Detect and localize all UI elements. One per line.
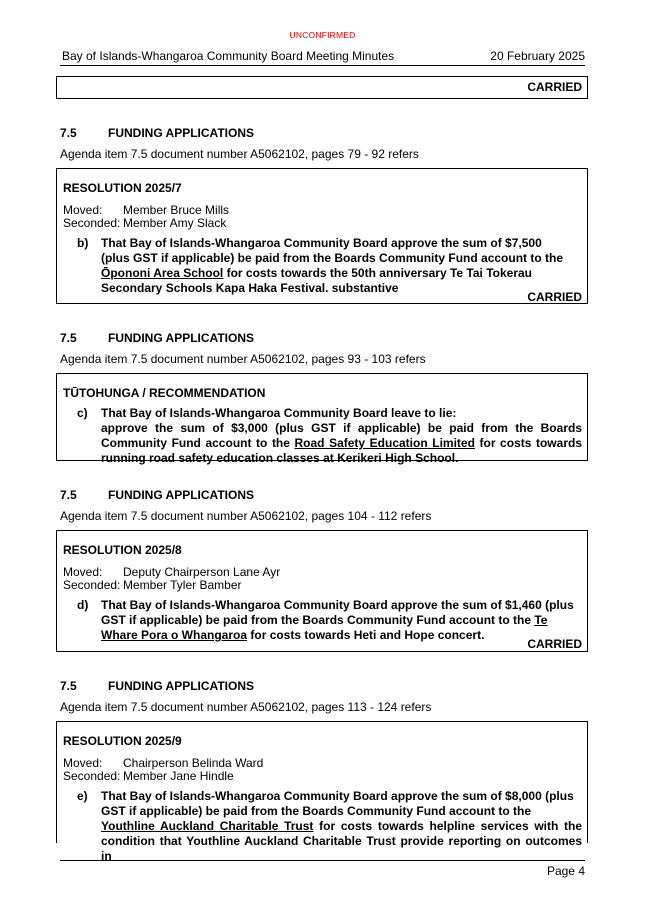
item-letter: e): [77, 789, 88, 803]
item-line: That Bay of Islands-Whangaroa Community Board approve the sum of $1,460 (plus: [101, 598, 574, 612]
seconded-name: Member Tyler Bamber: [123, 578, 242, 592]
moved-line: [63, 203, 229, 217]
organisation-name: Youthline Auckland Charitable Trust: [101, 819, 314, 833]
organisation-name: Road Safety Education Limited: [294, 436, 475, 450]
section-number: 7.5: [60, 331, 77, 345]
item-line: Whare Pora o Whangaroa for costs towards Heti and Hope concert.: [101, 628, 485, 642]
seconded-label: Seconded:: [63, 216, 121, 230]
section-title: FUNDING APPLICATIONS: [108, 488, 254, 502]
item-line: GST if applicable) be paid from the Boards Community Fund account to the Te: [101, 613, 548, 627]
continued-resolution-box: [56, 76, 588, 99]
recommendation-title: TŪTOHUNGA / RECOMMENDATION: [63, 386, 266, 400]
seconded-line: [63, 769, 234, 783]
section-title: FUNDING APPLICATIONS: [108, 331, 254, 345]
resolution-box: [56, 530, 588, 652]
moved-label: Moved:: [63, 565, 103, 579]
seconded-line: [63, 578, 241, 592]
resolution-title: RESOLUTION 2025/7: [63, 181, 182, 195]
resolution-item: [77, 236, 582, 296]
unconfirmed-label: UNCONFIRMED: [289, 30, 356, 40]
resolution-title: RESOLUTION 2025/9: [63, 734, 182, 748]
agenda-reference: Agenda item 7.5 document number A5062102, pages 113 - 124 refers: [60, 700, 432, 714]
section-title: FUNDING APPLICATIONS: [108, 126, 254, 140]
section-number: 7.5: [60, 488, 77, 502]
organisation-name: Whare Pora o Whangaroa: [101, 628, 248, 642]
section-heading: [60, 488, 254, 502]
item-line: That Bay of Islands-Whangaroa Community Board leave to lie:: [101, 406, 457, 420]
item-line: condition that Youthline Auckland Charitable Trust provide reporting on outcomes in: [101, 834, 582, 863]
resolution-item: [77, 789, 582, 864]
resolution-title: RESOLUTION 2025/8: [63, 543, 182, 557]
page-number: Page 4: [546, 864, 585, 878]
moved-line: [63, 565, 280, 579]
item-letter: c): [77, 406, 88, 420]
item-line: Youthline Auckland Charitable Trust for costs towards helpline services with the: [101, 819, 583, 833]
carried-label: CARRIED: [527, 290, 582, 304]
header-date: 20 February 2025: [490, 49, 585, 63]
organisation-name: Te: [534, 613, 548, 627]
item-line: That Bay of Islands-Whangaroa Community Board approve the sum of $7,500: [101, 236, 542, 250]
section-title: FUNDING APPLICATIONS: [108, 679, 254, 693]
section-heading: [60, 679, 254, 693]
moved-name: Deputy Chairperson Lane Ayr: [123, 565, 281, 579]
item-line: Community Fund account to the Road Safety Education Limited for costs towards: [101, 436, 582, 450]
seconded-line: [63, 216, 226, 230]
agenda-reference: Agenda item 7.5 document number A5062102, pages 93 - 103 refers: [60, 352, 426, 366]
page-header: [60, 49, 585, 66]
item-letter: d): [77, 598, 89, 612]
moved-label: Moved:: [63, 756, 103, 770]
item-line: GST if applicable) be paid from the Boards Community Fund account to the: [101, 804, 532, 818]
section-number: 7.5: [60, 126, 77, 140]
moved-line: [63, 756, 263, 770]
item-line: Ōpononi Area School for costs towards the 50th anniversary Te Tai Tokerau: [101, 266, 532, 280]
seconded-name: Member Amy Slack: [123, 216, 227, 230]
carried-label: CARRIED: [527, 80, 582, 94]
footer-divider: [60, 860, 585, 861]
moved-name: Member Bruce Mills: [123, 203, 230, 217]
moved-label: Moved:: [63, 203, 103, 217]
item-line: approve the sum of $3,000 (plus GST if applicable) be paid from the Boards: [101, 421, 582, 435]
recommendation-box: [56, 373, 588, 465]
item-letter: b): [77, 236, 89, 250]
seconded-label: Seconded:: [63, 578, 121, 592]
section-heading: [60, 331, 254, 345]
seconded-label: Seconded:: [63, 769, 121, 783]
seconded-name: Member Jane Hindle: [123, 769, 234, 783]
resolution-box: [56, 721, 588, 863]
agenda-reference: Agenda item 7.5 document number A5062102, pages 104 - 112 refers: [60, 509, 432, 523]
item-line: That Bay of Islands-Whangaroa Community Board approve the sum of $8,000 (plus: [101, 789, 574, 803]
moved-name: Chairperson Belinda Ward: [123, 756, 264, 770]
recommendation-item: [77, 406, 582, 466]
organisation-name: Ōpononi Area School: [101, 266, 224, 280]
header-title: Bay of Islands-Whangaroa Community Board Meeting Minutes: [62, 49, 395, 63]
item-line: (plus GST if applicable) be paid from the Boards Community Fund account to the: [101, 251, 564, 265]
resolution-item: [77, 598, 582, 643]
resolution-box: [56, 168, 588, 304]
carried-label: CARRIED: [527, 637, 582, 651]
item-line: Secondary Schools Kapa Haka Festival. substantive: [101, 281, 399, 295]
item-line: running road safety education classes at Kerikeri High School.: [101, 451, 459, 465]
agenda-reference: Agenda item 7.5 document number A5062102, pages 79 - 92 refers: [60, 147, 419, 161]
section-number: 7.5: [60, 679, 77, 693]
section-heading: [60, 126, 254, 140]
